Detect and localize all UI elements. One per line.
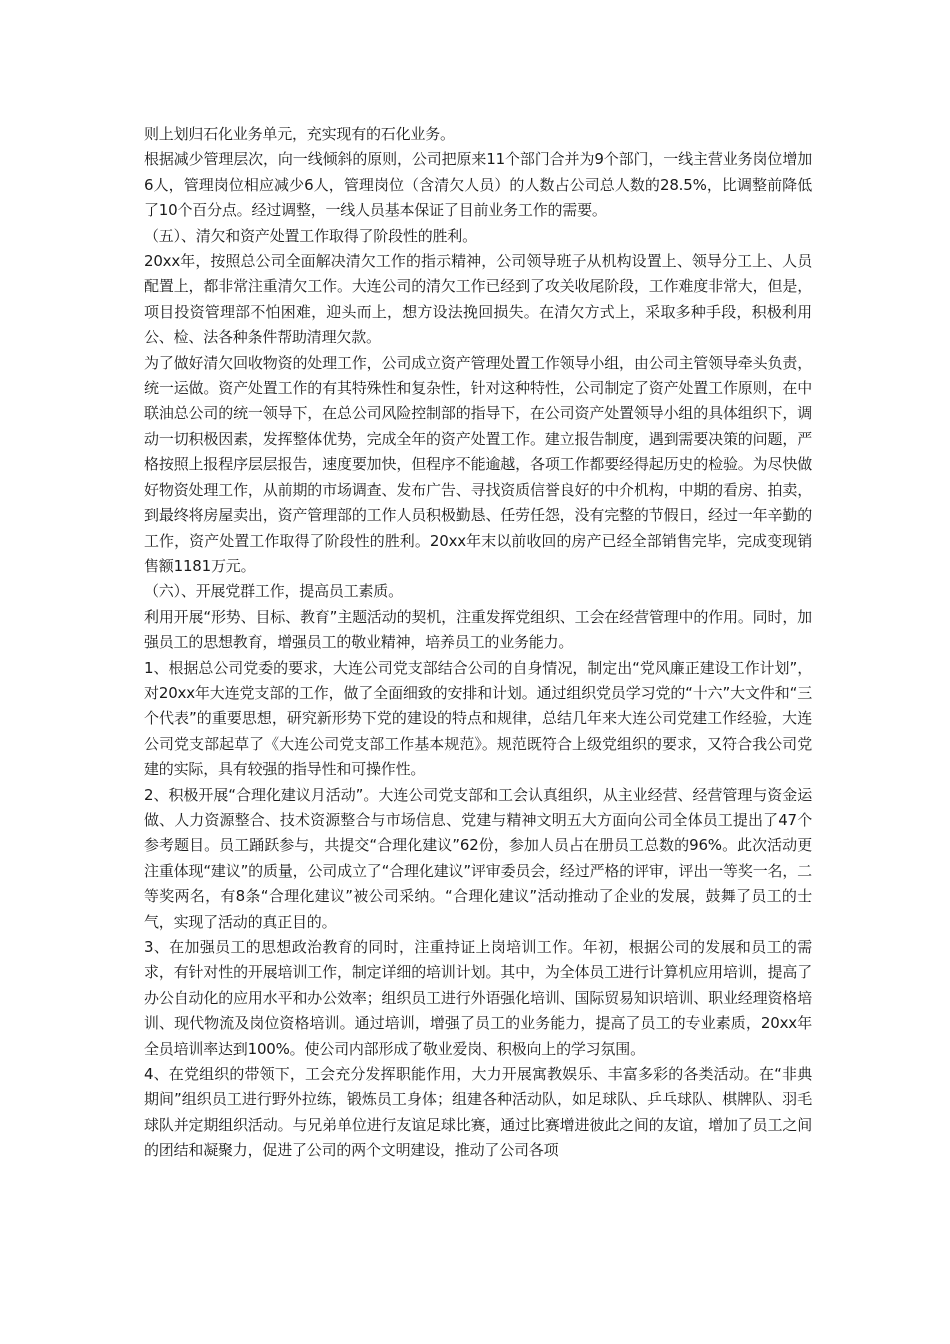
paragraph-restructuring: 根据减少管理层次，向一线倾斜的原则，公司把原来11个部门合并为9个部门，一线主营业务岗位增加6人，管理岗位相应减少6人，管理岗位（含清欠人员）的人数占公司总人数的28.5%，比调整前降低了10个百分点。经过调整，一线人员基本保证了目前业务工作的需要。: [144, 150, 812, 220]
paragraph-debt-clearing: 20xx年，按照总公司全面解决清欠工作的指示精神，公司领导班子从机构设置上、领导分工上、人员配置上，都非常注重清欠工作。大连公司的清欠工作已经到了攻关收尾阶段，工作难度非常大，但是，项目投资管理部不怕困难，迎头而上，想方设法挽回损失。在清欠方式上，采取多种手段，积极利用公、检、法各种条件帮助清理欠款。: [144, 252, 812, 347]
document-body: [144, 122, 812, 1164]
paragraph-item-4: 4、在党组织的带领下，工会充分发挥职能作用，大力开展寓教娱乐、丰富多彩的各类活动。在“非典期间”组织员工进行野外拉练，锻炼员工身体；组建各种活动队，如足球队、乒乓球队、棋牌队、羽毛球队并定期组织活动。与兄弟单位进行友谊足球比赛，通过比赛增进彼此之间的友谊，增加了员工之间的团结和凝聚力，促进了公司的两个文明建设，推动了公司各项: [144, 1065, 812, 1160]
paragraph-party-work-intro: 利用开展“形势、目标、教育”主题活动的契机，注重发挥党组织、工会在经营管理中的作用。同时，加强员工的思想教育，增强员工的敬业精神，培养员工的业务能力。: [144, 607, 812, 652]
paragraph-asset-disposal: 为了做好清欠回收物资的处理工作，公司成立资产管理处置工作领导小组，由公司主管领导牵头负责，统一运做。资产处置工作的有其特殊性和复杂性，针对这种特性，公司制定了资产处置工作原则，在中联油总公司的统一领导下，在总公司风险控制部的指导下，在公司资产处置领导小组的具体组织下，调动一切积极因素，发挥整体优势，完成全年的资产处置工作。建立报告制度，遇到需要决策的问题，严格按照上报程序层层报告，速度要加快，但程序不能逾越，各项工作都要经得起历史的检验。为尽快做好物资处理工作，从前期的市场调查、发布广告、寻找资质信誉良好的中介机构，中期的看房、拍卖，到最终将房屋卖出，资产管理部的工作人员积极勤恳、任劳任怨，没有完整的节假日，经过一年辛勤的工作，资产处置工作取得了阶段性的胜利。20xx年末以前收回的房产已经全部销售完毕，完成变现销售额1181万元。: [144, 353, 812, 575]
paragraph-item-3: 3、在加强员工的思想政治教育的同时，注重持证上岗培训工作。年初，根据公司的发展和员工的需求，有针对性的开展培训工作，制定详细的培训计划。其中，为全体员工进行计算机应用培训，提高了办公自动化的应用水平和办公效率；组织员工进行外语强化培训、国际贸易知识培训、职业经理资格培训、现代物流及岗位资格培训。通过培训，增强了员工的业务能力，提高了员工的专业素质，20xx年全员培训率达到100%。使公司内部形成了敬业爱岗、积极向上的学习氛围。: [144, 938, 812, 1058]
paragraph-item-2: 2、积极开展“合理化建议月活动”。大连公司党支部和工会认真组织，从主业经营、经营管理与资金运做、人力资源整合、技术资源整合与市场信息、党建与精神文明五大方面向公司全体员工提出了47个参考题目。员工踊跃参与，共提交“合理化建议”62份，参加人员占在册员工总数的96%。此次活动更注重体现“建议”的质量，公司成立了“合理化建议”评审委员会，经过严格的评审，评出一等奖一名，二等奖两名，有8条“合理化建议”被公司采纳。“合理化建议”活动推动了企业的发展，鼓舞了员工的士气，实现了活动的真正目的。: [144, 785, 812, 931]
paragraph-item-1: 1、根据总公司党委的要求，大连公司党支部结合公司的自身情况，制定出“党风廉正建设工作计划”，对20xx年大连党支部的工作，做了全面细致的安排和计划。通过组织党员学习党的“十六”大文件和“三个代表”的重要思想，研究新形势下党的建设的特点和规律，总结几年来大连公司党建工作经验，大连公司党支部起草了《大连公司党支部工作基本规范》。规范既符合上级党组织的要求，又符合我公司党建的实际，具有较强的指导性和可操作性。: [144, 658, 812, 779]
paragraph-continuation: 则上划归石化业务单元，充实现有的石化业务。: [144, 125, 455, 143]
section-heading-5: （五）、清欠和资产处置工作取得了阶段性的胜利。: [144, 226, 477, 245]
section-heading-6: （六）、开展党群工作，提高员工素质。: [144, 582, 403, 601]
